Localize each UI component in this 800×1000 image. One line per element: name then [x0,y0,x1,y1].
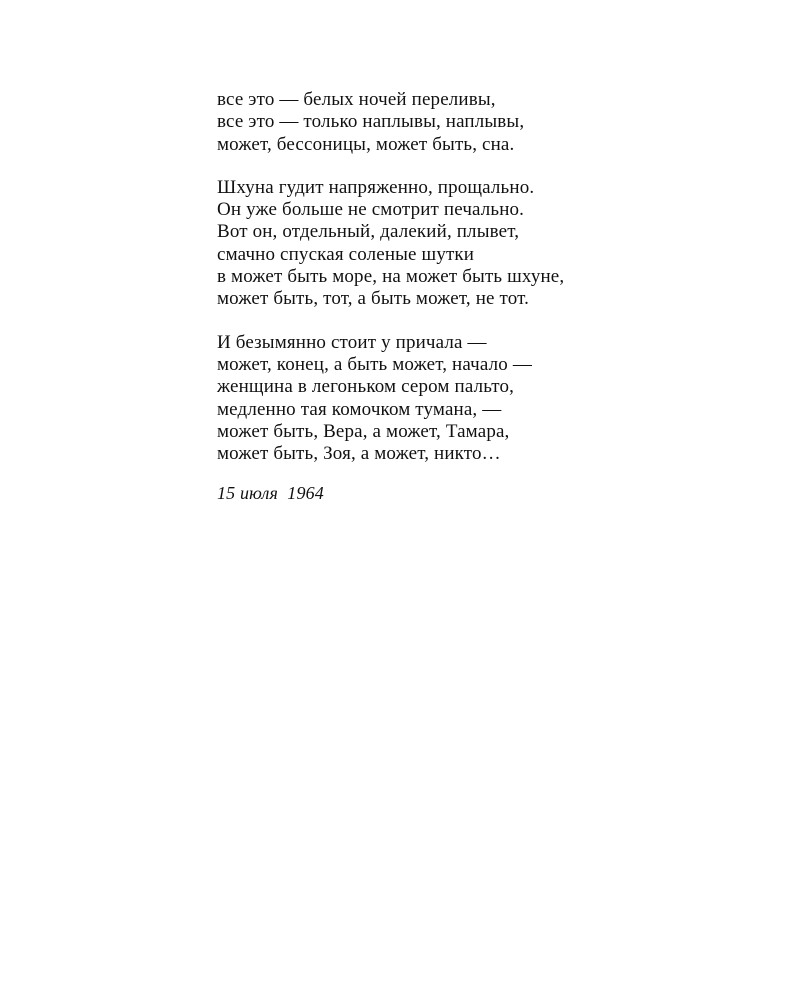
poem-line: Вот он, отдельный, далекий, плывет, [217,221,520,243]
poem-line: все это — белых ночей переливы, [217,89,496,110]
poem-line: Он уже больше не смотрит печально. [217,199,525,221]
poem-line: все это — только наплывы, наплывы, [217,111,525,133]
poem-line: может, конец, а быть может, начало — [217,353,532,375]
poem-line: может быть, Зоя, а может, никто… [217,443,501,465]
poem-line: женщина в легоньком сером пальто, [217,376,515,398]
stanza-1 [217,89,757,156]
poem-line: может быть, тот, а быть может, не тот. [217,288,530,310]
poem-line: в может быть море, на может быть шхуне, [217,266,565,288]
poem-line: И безымянно стоит у причала — [217,331,487,353]
poem-line: смачно спуская соленые шутки [217,243,475,265]
poem-line: может быть, Вера, а может, Тамара, [217,420,510,442]
poem-line: Шхуна гудит напряженно, прощально. [217,176,535,198]
poem-line: может, бессоницы, может быть, сна. [217,133,515,155]
poem-text [217,89,757,505]
stanza-2 [217,177,757,311]
poem-line: медленно тая комочком тумана, — [217,398,502,420]
stanza-3 [217,332,757,466]
poem-date: 15 июля 1964 [217,483,324,504]
